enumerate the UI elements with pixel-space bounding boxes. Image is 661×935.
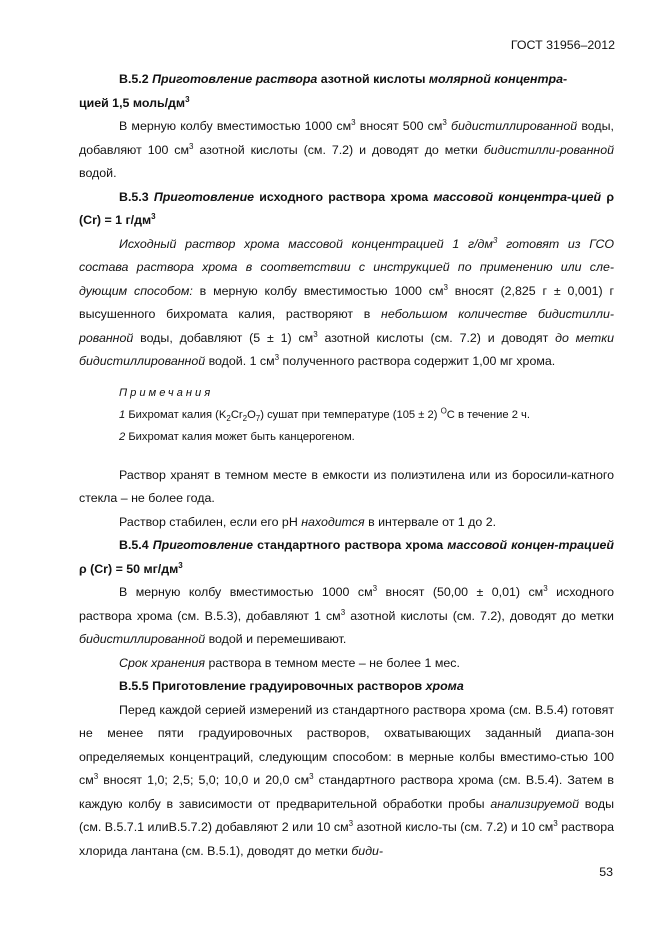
notes-block: [79, 382, 614, 448]
note-2: 2 Бихромат калия может быть канцерогеном.: [119, 430, 355, 443]
paragraph: В мерную колбу вместимостью 1000 $см^3$ вносят (50,00 ± 0,01) $см^3$ исходного раствора хрома (см. В.5.3), добавляют 1 $см^3$ азотной кислоты (см. 7.2), доводят до метки бидистиллированной водой и перемешивают.: [79, 583, 614, 646]
section-heading-b54: В.5.4 Приготовление стандартного раствора хрома массовой концен-трацией ρ (Cr) = 50 $мг/дм^3$: [79, 538, 615, 576]
paragraph: Срок хранения раствора в темном месте – не более 1 мес.: [119, 655, 460, 670]
notes-title: Примечания: [119, 386, 214, 399]
note-1: 1 Бихромат калия $(K_2Cr_2O_7)$ сушат при температуре (105 ± 2) $^O$С в течение 2 ч.: [119, 405, 530, 423]
paragraph: Исходный раствор хрома массовой концентрацией 1 $г/дм^3$ готовят из ГСО состава раствора хрома в соответствии с инструкцией по применению или сле-дующим способом: в мерную колбу вместимостью 1000 $см^3$ вносят (2,825 г ± 0,001) г высушенного бихромата калия, растворяют в небольшом количестве бидистилли-рованной воды, добавляют (5 ± 1) $см^3$ азотной кислоты (см. 7.2) и доводят до метки бидистиллированной водой. 1 $см^3$ полученного раствора содержит 1,00 мг хрома.: [79, 235, 615, 368]
section-heading-b53: В.5.3 Приготовление исходного раствора хрома массовой концентра-цией ρ (Cr) = 1 $г/дм^3$: [79, 189, 614, 227]
paragraph: Раствор хранят в темном месте в емкости из полиэтилена или из боросили-катного стекла – не более года.: [79, 467, 614, 505]
section-heading-b52: В.5.2 Приготовление раствора азотной кислоты молярной концентра- цией 1,5 моль/$дм^3$: [79, 72, 568, 110]
section-heading-b55: В.5.5 Приготовление градуировочных растворов хрома: [119, 679, 464, 693]
paragraph: В мерную колбу вместимостью 1000 $см^3$ вносят 500 $см^3$ бидистиллированной воды, добавляют 100 $см^3$ азотной кислоты (см. 7.2) и доводят до метки бидистилли-рованной водой.: [79, 117, 614, 180]
standard-number: ГОСТ 31956–2012: [510, 38, 615, 52]
paragraph: Раствор стабилен, если его рН находится в интервале от 1 до 2.: [119, 514, 497, 529]
page-number: 53: [599, 865, 613, 879]
page-content: [79, 68, 614, 863]
paragraph: Перед каждой серией измерений из стандартного раствора хрома (см. В.5.4) готовят не менее пяти градуировочных растворов, охватывающих заданный диапа-зон определяемых концентраций, следующим способом: в мерные колбы вместимо-стью 100 $см^3$ вносят 1,0; 2,5; 5,0; 10,0 и 20,0 $см^3$ стандартного раствора хрома (см. В.5.4). Затем в каждую колбу в зависимости от предварительной обработки пробы анализируемой воды (см. В.5.7.1 илиВ.5.7.2) добавляют 2 или 10 $см^3$ азотной кисло-ты (см. 7.2) и 10 $см^3$ раствора хлорида лантана (см. В.5.1), доводят до метки биди-: [79, 702, 615, 858]
